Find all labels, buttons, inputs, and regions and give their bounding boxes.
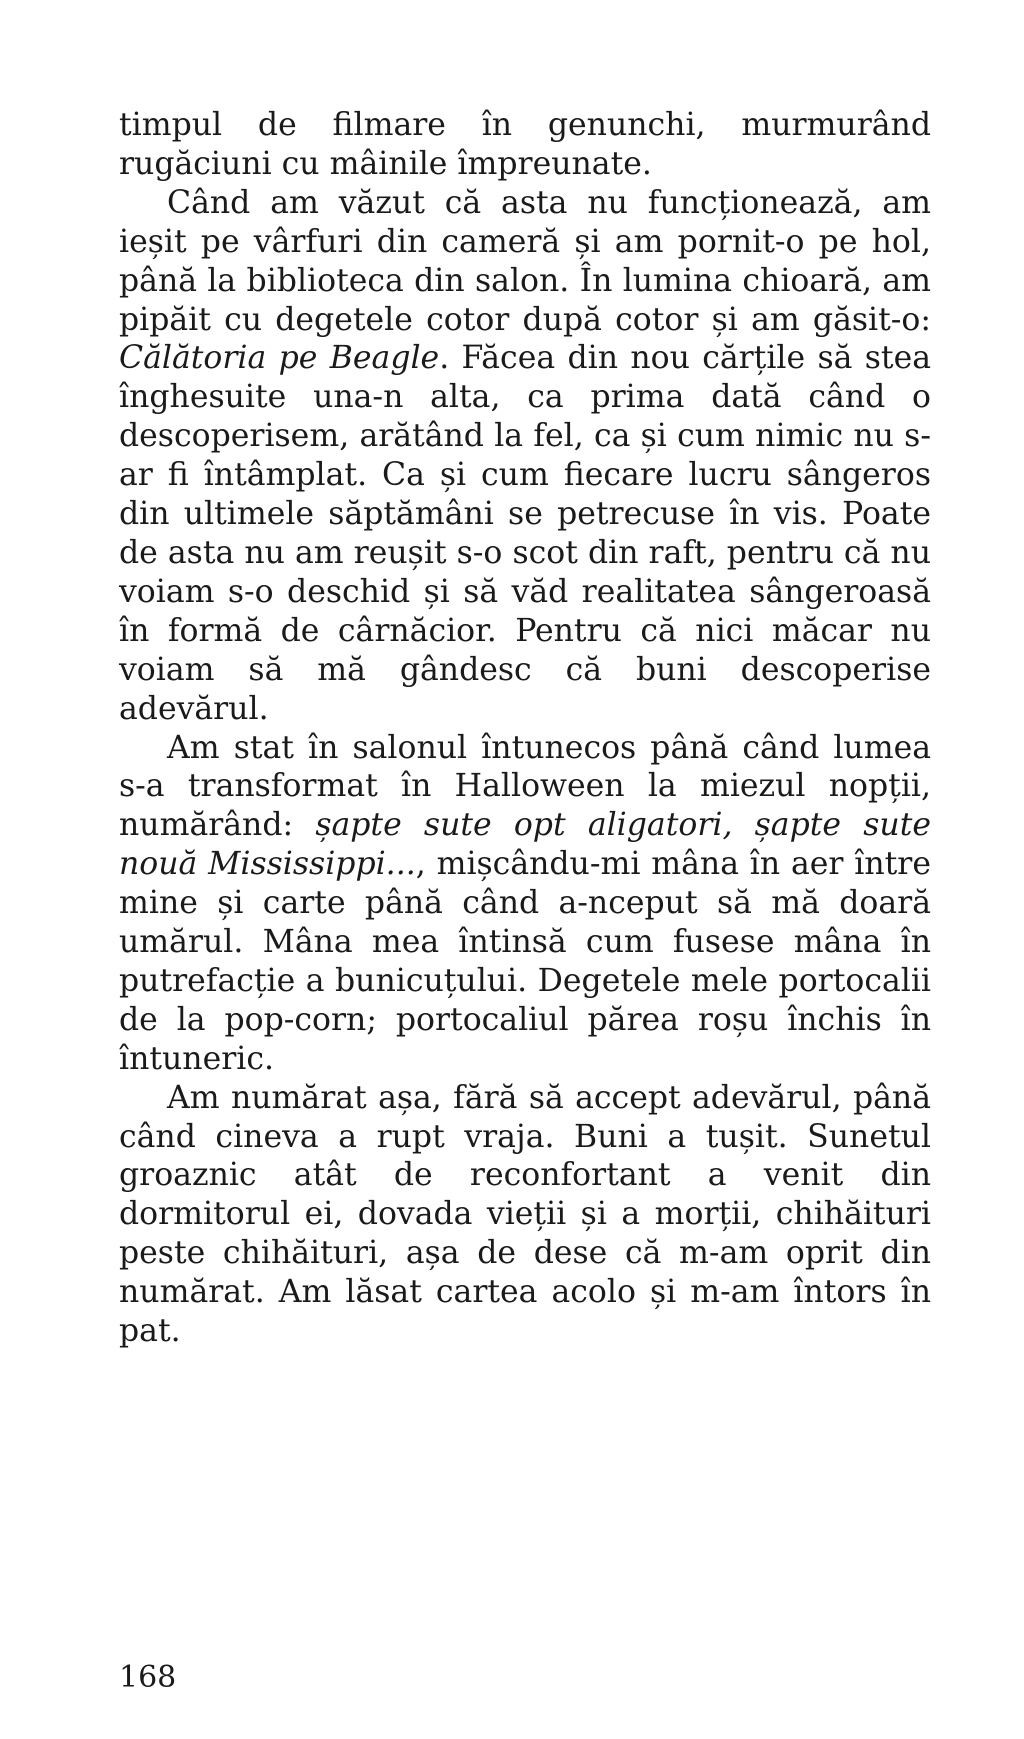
paragraph: Am stat în salonul întunecos până când lumea s-a transformat în Halloween la miezul nopții, numărând: șapte sute opt aligatori, șapte sute nouă Mississippi..., mișcându-mi mâna în aer între mine și carte până când a-nceput să mă doară umărul. Mâna mea întinsă cum fusese mâna în putrefacție a bunicuțului. Degetele mele portocalii de la pop-corn; portocaliul părea roșu închis în întuneric. (119, 729, 931, 1077)
body-text (119, 106, 931, 1351)
paragraph: Când am văzut că asta nu funcționează, am ieșit pe vârfuri din cameră și am pornit-o pe hol, până la biblioteca din salon. În lumina chioară, am pipăit cu degetele cotor după cotor și am găsit-o: Călătoria pe Beagle. Făcea din nou cărțile să stea înghesuite una-n alta, ca prima dată când o descoperisem, arătând la fel, ca și cum nimic nu s-ar fi întâmplat. Ca și cum fiecare lucru sângeros din ultimele săptămâni se petrecuse în vis. Poate de asta nu am reușit s-o scot din raft, pentru că nu voiam s-o deschid și să văd realitatea sângeroasă în formă de cârnăcior. Pentru că nici măcar nu voiam să mă gândesc că buni descoperise adevărul. (119, 184, 931, 727)
book-title: Călătoria pe Beagle (119, 340, 440, 377)
page-number: 168 (119, 1660, 177, 1695)
paragraph: Am numărat așa, fără să accept adevărul, până când cineva a rupt vraja. Buni a tușit. Sunetul groaznic atât de reconfortant a venit din dormitorul ei, dovada vieții și a morții, chihăituri peste chihăituri, așa de dese că m-am oprit din numărat. Am lăsat cartea acolo și m-am întors în pat. (119, 1079, 931, 1350)
counting-phrase: șapte sute opt aligatori, șapte sute nouă Mississippi... (119, 807, 931, 883)
paragraph-continuation: timpul de filmare în genunchi, murmurând rugăciuni cu mâinile împreunate. (119, 107, 931, 182)
